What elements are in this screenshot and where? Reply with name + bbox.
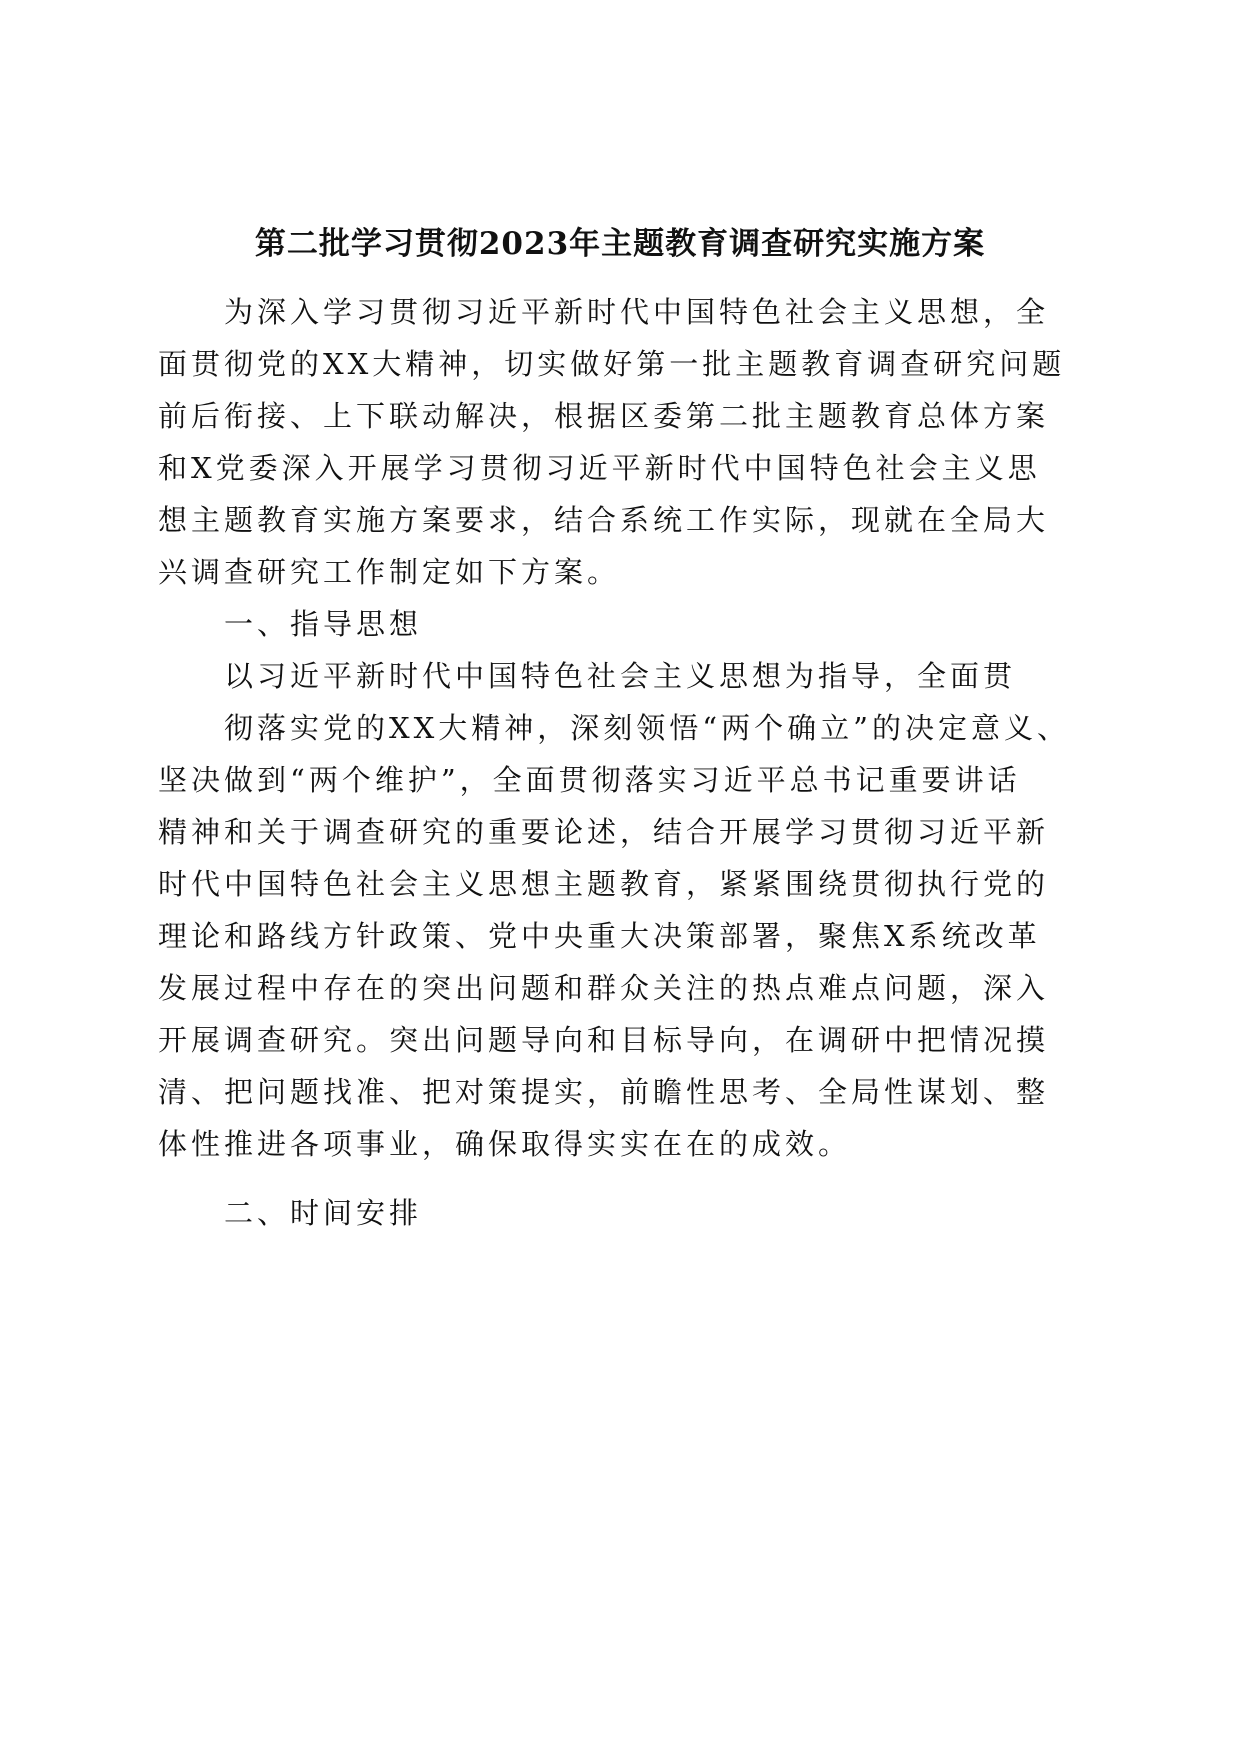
paragraph-line: 彻落实党的XX大精神，深刻领悟“两个确立”的决定意义、 xyxy=(224,711,1070,745)
paragraph-line: 开展调查研究。突出问题导向和目标导向，在调研中把情况摸 xyxy=(158,1023,1050,1057)
paragraph-line: 体性推进各项事业，确保取得实实在在的成效。 xyxy=(158,1127,852,1161)
paragraph-line: 面贯彻党的XX大精神，切实做好第一批主题教育调查研究问题 xyxy=(158,347,1066,381)
document-title: 第二批学习贯彻2023年主题教育调查研究实施方案 xyxy=(254,226,986,262)
paragraph-line: 发展过程中存在的突出问题和群众关注的热点难点问题，深入 xyxy=(158,971,1050,1005)
paragraph-line: 以习近平新时代中国特色社会主义思想为指导，全面贯 xyxy=(224,659,1017,693)
paragraph-line: 为深入学习贯彻习近平新时代中国特色社会主义思想，全 xyxy=(224,295,1050,329)
paragraph-line: 精神和关于调查研究的重要论述，结合开展学习贯彻习近平新 xyxy=(158,815,1050,849)
section-heading: 一、指导思想 xyxy=(224,607,423,641)
paragraph-line: 时代中国特色社会主义思想主题教育，紧紧围绕贯彻执行党的 xyxy=(158,867,1050,901)
paragraph-line: 理论和路线方针政策、党中央重大决策部署，聚焦X系统改革 xyxy=(158,919,1041,953)
paragraph-line: 兴调查研究工作制定如下方案。 xyxy=(158,555,621,589)
paragraph-line: 和X党委深入开展学习贯彻习近平新时代中国特色社会主义思 xyxy=(158,451,1041,485)
paragraph-line: 前后衔接、上下联动解决，根据区委第二批主题教育总体方案 xyxy=(158,399,1050,433)
paragraph-line: 想主题教育实施方案要求，结合系统工作实际，现就在全局大 xyxy=(158,503,1050,537)
paragraph-line: 清、把问题找准、把对策提实，前瞻性思考、全局性谋划、整 xyxy=(158,1075,1050,1109)
paragraph-line: 坚决做到“两个维护”，全面贯彻落实习近平总书记重要讲话 xyxy=(158,763,1021,797)
section-heading: 二、时间安排 xyxy=(224,1196,423,1230)
